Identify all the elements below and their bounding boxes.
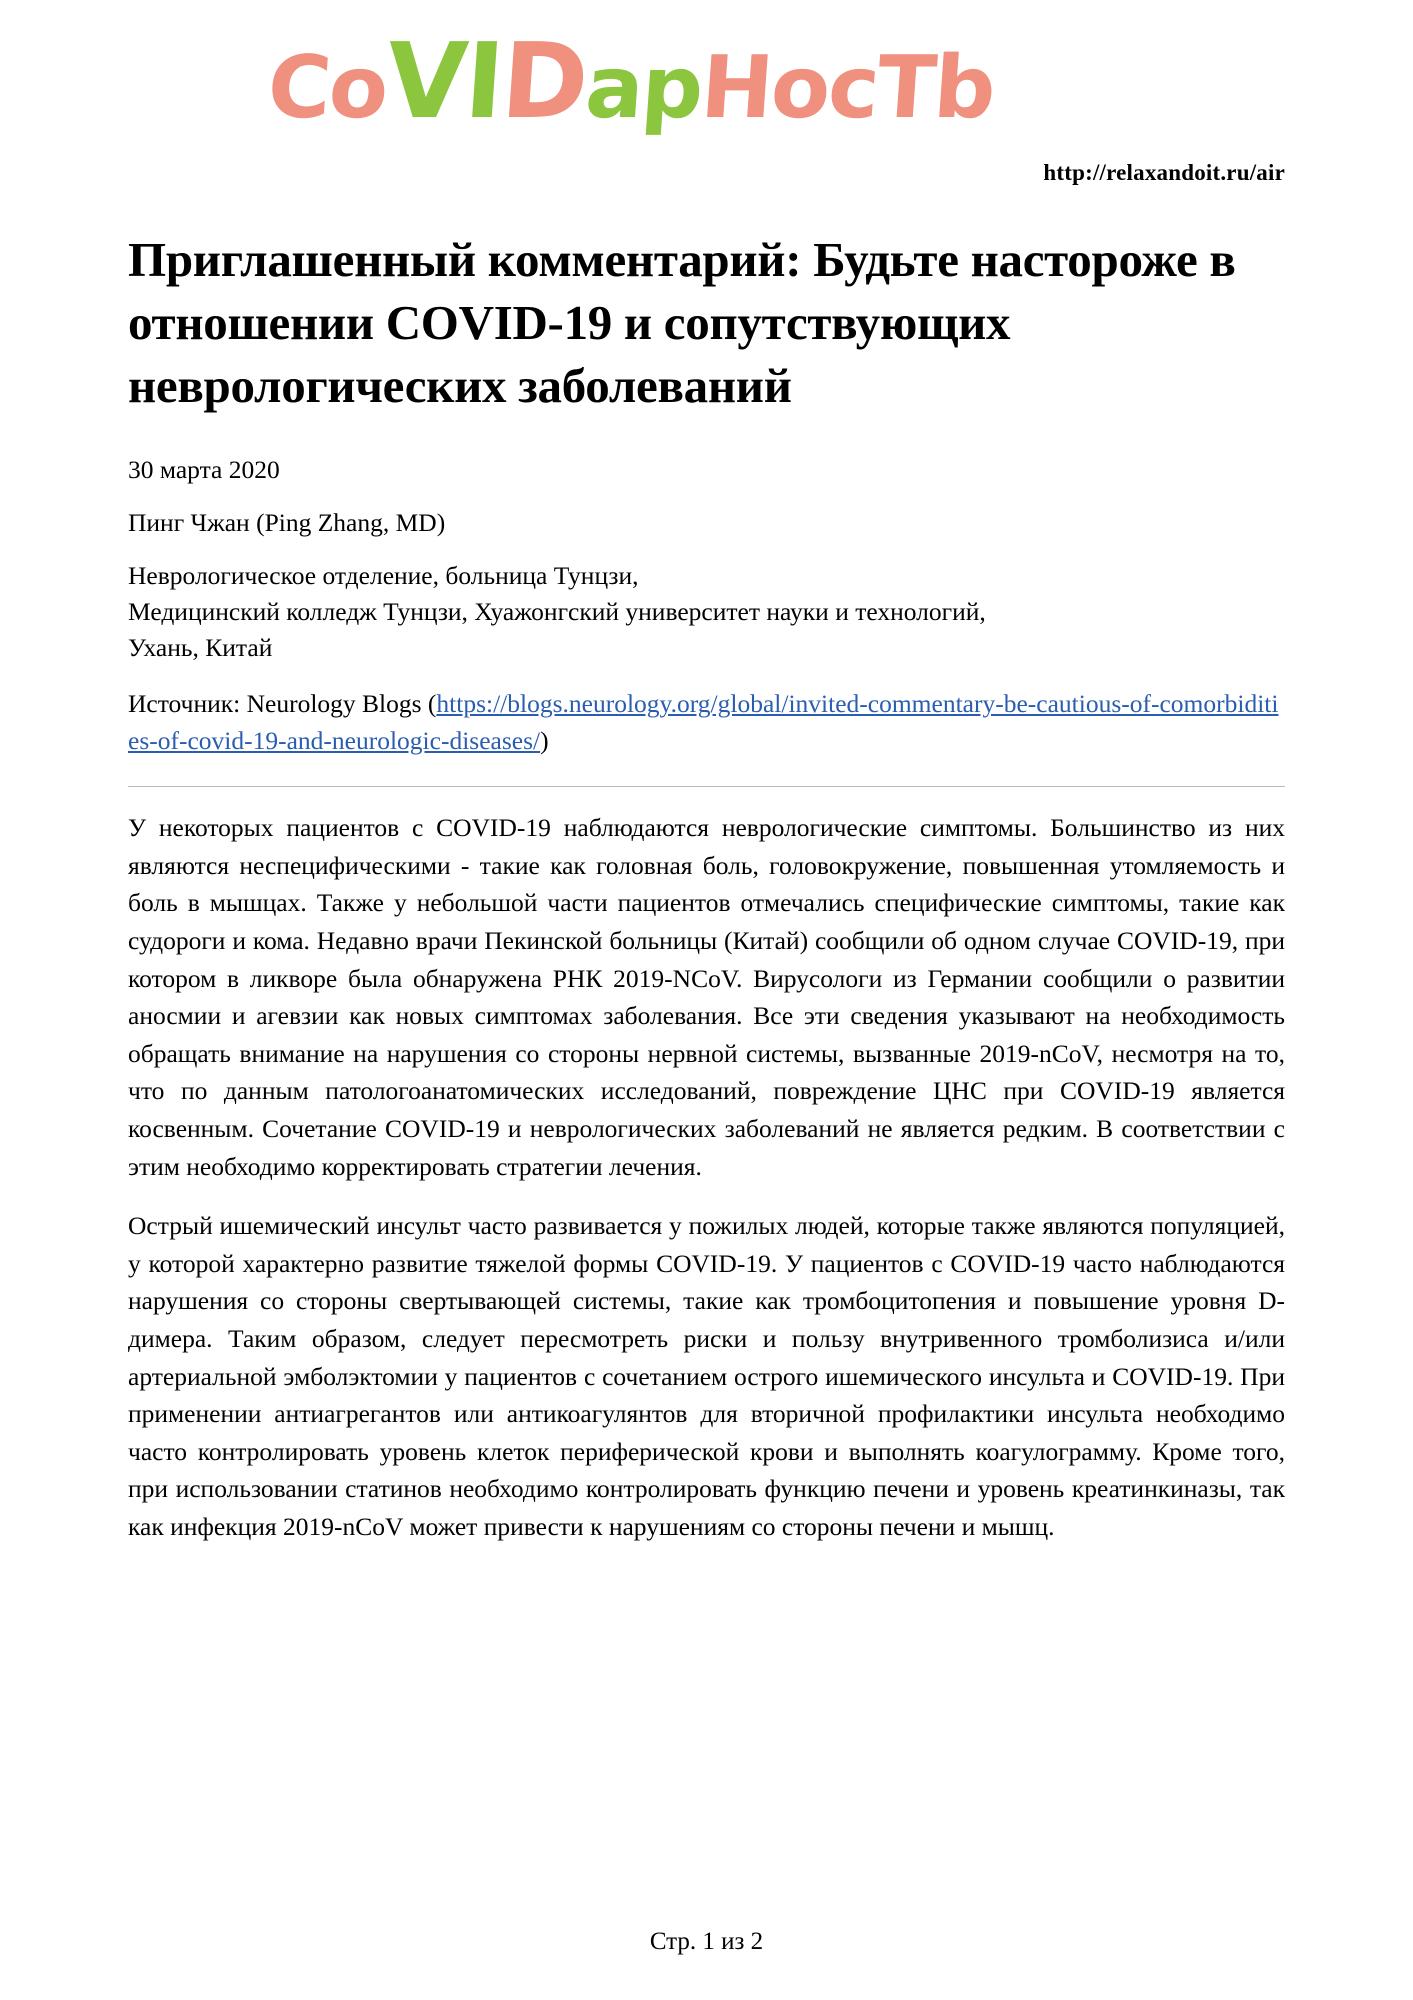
source-line bbox=[128, 686, 1285, 760]
publication-date: 30 марта 2020 bbox=[128, 454, 280, 484]
affiliation-line-3: Ухань, Китай bbox=[128, 632, 273, 662]
affiliation bbox=[128, 558, 1285, 667]
article-meta bbox=[128, 452, 1285, 760]
paragraph: У некоторых пациентов с COVID-19 наблюдаются неврологические симптомы. Большинство из них являются неспецифическими - такие как головная боль, головокружение, повышенная утомляемость и боль в мышцах. Также у небольшой части пациентов отмечались специфические симптомы, такие как судороги и кома. Недавно врачи Пекинской больницы (Китай) сообщили об одном случае COVID-19, при котором в ликворе была обнаружена РНК 2019-NCoV. Вирусологи из Германии сообщили о развитии аносмии и агевзии как новых симптомах заболевания. Все эти сведения указывают на необходимость обращать внимание на нарушения со стороны нервной системы, вызванные 2019-nCoV, несмотря на то, что по данным патологоанатомических исследований, повреждение ЦНС при COVID-19 является косвенным. Сочетание COVID-19 и неврологических заболеваний не является редким. В соответствии с этим необходимо корректировать стратегии лечения. bbox=[128, 813, 1285, 1181]
affiliation-line-1: Неврологическое отделение, больница Тунцзи, bbox=[128, 560, 639, 590]
source-close-paren: ) bbox=[540, 726, 549, 756]
page-title: Приглашенный комментарий: Будьте настороже в отношении COVID-19 и сопутствующих неврологических заболеваний bbox=[128, 232, 1236, 414]
source-label: Источник: Neurology Blogs ( bbox=[128, 689, 437, 719]
page-header bbox=[128, 0, 1285, 210]
paragraph: Острый ишемический инсульт часто развивается у пожилых людей, которые также являются популяцией, у которой характерно развитие тяжелой формы COVID-19. У пациентов с COVID-19 часто наблюдаются нарушения со стороны свертывающей системы, такие как тромбоцитопения и повышение уровня D-димера. Таким образом, следует пересмотреть риски и пользу внутривенного тромболизиса и/или артериальной эмболэктомии у пациентов с сочетанием острого ишемического инсульта и COVID-19. При применении антиагрегантов или антикоагулянтов для вторичной профилактики инсульта необходимо часто контролировать уровень клеток периферической крови и выполнять коагулограмму. Кроме того, при использовании статинов необходимо контролировать функцию печени и уровень креатинкиназы, так как инфекция 2019-nCoV может привести к нарушениям со стороны печени и мышц. bbox=[128, 1211, 1285, 1542]
page-footer: Стр. 1 из 2 bbox=[649, 1928, 764, 1955]
covidarnost-logo: CoVIDapHocTb bbox=[264, 20, 998, 142]
author-name: Пинг Чжан (Ping Zhang, MD) bbox=[128, 507, 446, 537]
site-url[interactable]: http://relaxandoit.ru/air bbox=[1043, 160, 1285, 185]
affiliation-line-2: Медицинский колледж Тунцзи, Хуажонгский университет науки и технологий, bbox=[128, 596, 986, 626]
source-link[interactable]: https://blogs.neurology.org/global/invited-commentary-be-cautious-of-comorbidities-of-covid-19-and-neurologic-diseases/ bbox=[128, 689, 1279, 756]
divider bbox=[128, 786, 1285, 787]
article-body bbox=[128, 809, 1285, 1546]
